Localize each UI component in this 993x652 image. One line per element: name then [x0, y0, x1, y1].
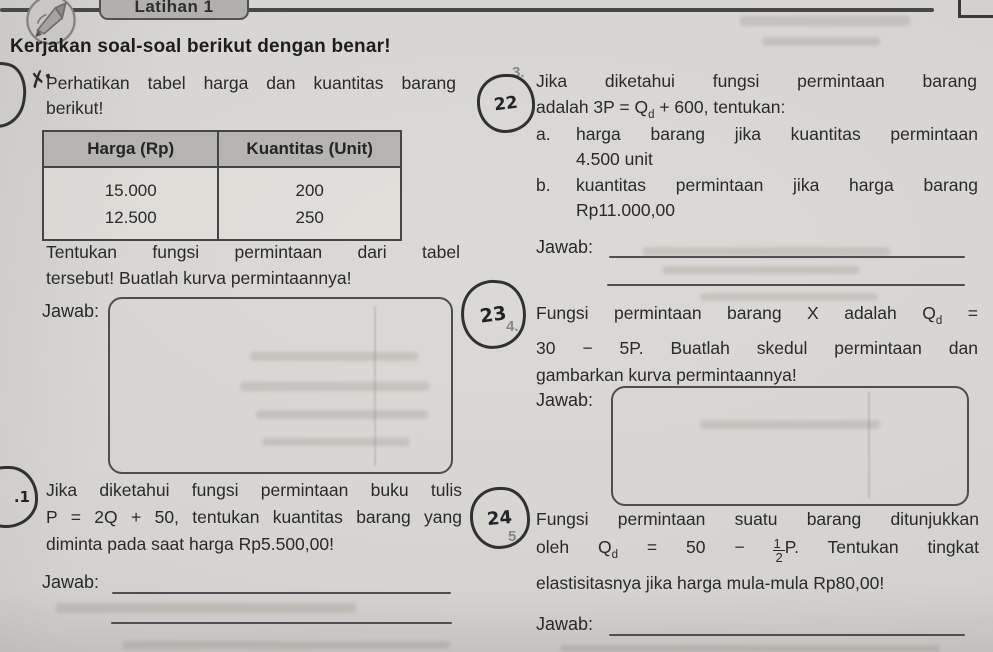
q24-jawab-label: Jawab: — [536, 614, 594, 634]
table-cell-kuantitas: 250 — [218, 204, 401, 240]
q23-text-line: gambarkan kurva permintaannya! — [536, 365, 797, 385]
q1-text2-line: Tentukan fungsi permintaan dari tabel — [46, 242, 460, 262]
q24-eq-mid: = 50 − — [618, 537, 774, 557]
q23-eq-post: = — [942, 303, 978, 323]
q24-text-line — [536, 533, 979, 569]
q23-text — [536, 300, 978, 389]
bleedthrough-smudge — [642, 247, 890, 256]
q21-jawab-label: Jawab: — [42, 572, 100, 592]
handwritten-number-22: 22 — [493, 92, 519, 115]
q21-text — [46, 477, 462, 558]
bleedthrough-line — [374, 306, 376, 466]
q24-text-line: Fungsi permintaan suatu barang ditunjukkan — [536, 509, 979, 529]
bleedthrough-smudge — [700, 293, 878, 301]
header-rule-right — [242, 8, 934, 12]
bleedthrough-smudge — [256, 410, 428, 419]
q22-answer-line-2 — [607, 284, 965, 286]
q23-eq-sub: d — [935, 315, 943, 327]
page-corner-box — [958, 0, 993, 18]
q1-text2-line: tersebut! Buatlah kurva permintaannya! — [46, 268, 352, 288]
bleedthrough-smudge — [250, 352, 418, 361]
bleedthrough-smudge — [56, 603, 356, 613]
table-row — [43, 167, 401, 204]
q21-answer-line-2 — [111, 622, 452, 624]
handwritten-circle-22 — [477, 74, 535, 133]
q21-text-line: Jika diketahui fungsi permintaan buku tulis — [46, 480, 462, 500]
q23-text-line: 30 − 5P. Buatlah skedul permintaan dan — [536, 338, 978, 358]
bleedthrough-smudge — [122, 641, 450, 649]
q22-eq-sub: d — [648, 109, 655, 121]
handwritten-circle-23 — [458, 277, 530, 352]
bleedthrough-smudge — [662, 266, 860, 274]
printed-number-5: 5. — [508, 528, 521, 545]
q22-item-a — [536, 122, 978, 172]
q1-text — [46, 71, 456, 121]
handwritten-circle-21 — [0, 466, 38, 528]
instruction-text: Kerjakan soal-soal berikut dengan benar! — [10, 36, 391, 57]
q22-text-line: Jika diketahui fungsi permintaan barang — [536, 71, 977, 91]
table-cell-harga: 15.000 — [104, 181, 157, 200]
bleedthrough-smudge — [762, 37, 880, 46]
q24-eq-pre: oleh Q — [536, 537, 612, 557]
latihan-tab — [99, 0, 249, 20]
fraction-numerator: 1 — [773, 536, 781, 551]
q24-eq-sub: d — [611, 549, 618, 561]
bleedthrough-smudge — [700, 420, 880, 429]
q24-eq-post: P. Tentukan tingkat — [784, 537, 980, 557]
latihan-tab-label: Latihan 1 — [134, 0, 214, 16]
handwritten-number-23: 23 — [478, 301, 509, 328]
table-row — [43, 204, 401, 240]
q24-text-line: elastisitasnya jika harga mula-mula Rp80,00! — [536, 573, 885, 593]
q1-text-line: berikut! — [46, 98, 104, 118]
q22-jawab-label: Jawab: — [536, 237, 594, 257]
q23-jawab-label: Jawab: — [536, 390, 594, 410]
q22-answer-line-1 — [609, 256, 965, 258]
bleedthrough-smudge — [740, 16, 910, 26]
q24-fraction — [773, 538, 784, 565]
q24-answer-line — [609, 634, 965, 636]
q22-eq-post: + 600, tentukan: — [654, 97, 786, 117]
handwritten-scribble-q1: ✗· — [25, 64, 54, 94]
q22-a-text — [576, 122, 978, 172]
q22-b-line: kuantitas permintaan jika harga barang — [576, 175, 978, 195]
q1-text2 — [46, 239, 460, 291]
q22-b-label: b. — [536, 175, 551, 195]
q22-a-line: 4.500 unit — [576, 149, 653, 169]
handwritten-number-21: .1 — [13, 488, 30, 506]
q1-jawab-label: Jawab: — [42, 301, 100, 321]
q22-a-line: harga barang jika kuantitas permintaan — [576, 124, 978, 144]
q1-text-line: Perhatikan tabel harga dan kuantitas barang — [46, 73, 456, 93]
handwritten-circle-24 — [470, 487, 530, 549]
fraction-denominator: 2 — [775, 550, 783, 565]
q21-text-line: diminta pada saat harga Rp5.500,00! — [46, 534, 334, 554]
bleedthrough-smudge — [262, 438, 410, 446]
price-quantity-table — [42, 130, 402, 241]
q21-text-line: P = 2Q + 50, tentukan kuantitas barang yang — [46, 507, 462, 527]
table-header-harga: Harga (Rp) — [43, 131, 218, 167]
q22-eq-pre: adalah 3P = Q — [536, 97, 649, 117]
table-cell-kuantitas: 200 — [218, 167, 401, 204]
printed-number-4: 4. — [506, 318, 519, 335]
q22-b-text — [576, 173, 978, 223]
bleedthrough-line — [868, 392, 870, 498]
q23-answer-box — [611, 386, 969, 506]
q24-text — [536, 505, 979, 597]
handwritten-circle-q1 — [0, 58, 31, 132]
bleedthrough-smudge — [560, 645, 940, 652]
q22-b-line: Rp11.000,00 — [576, 200, 675, 220]
table-header-kuantitas: Kuantitas (Unit) — [218, 131, 401, 167]
q23-text-line — [536, 300, 978, 335]
q21-answer-line-1 — [112, 592, 451, 594]
handwritten-number-24: 24 — [486, 506, 514, 530]
q22-a-label: a. — [536, 124, 551, 144]
bleedthrough-smudge — [240, 382, 430, 391]
q23-eq-pre: Fungsi permintaan barang X adalah Q — [536, 303, 936, 323]
q22-item-b — [536, 173, 978, 223]
printed-number-3: 3. — [512, 64, 525, 81]
q22-text — [536, 68, 977, 128]
table-cell-harga: 12.500 — [104, 208, 157, 227]
